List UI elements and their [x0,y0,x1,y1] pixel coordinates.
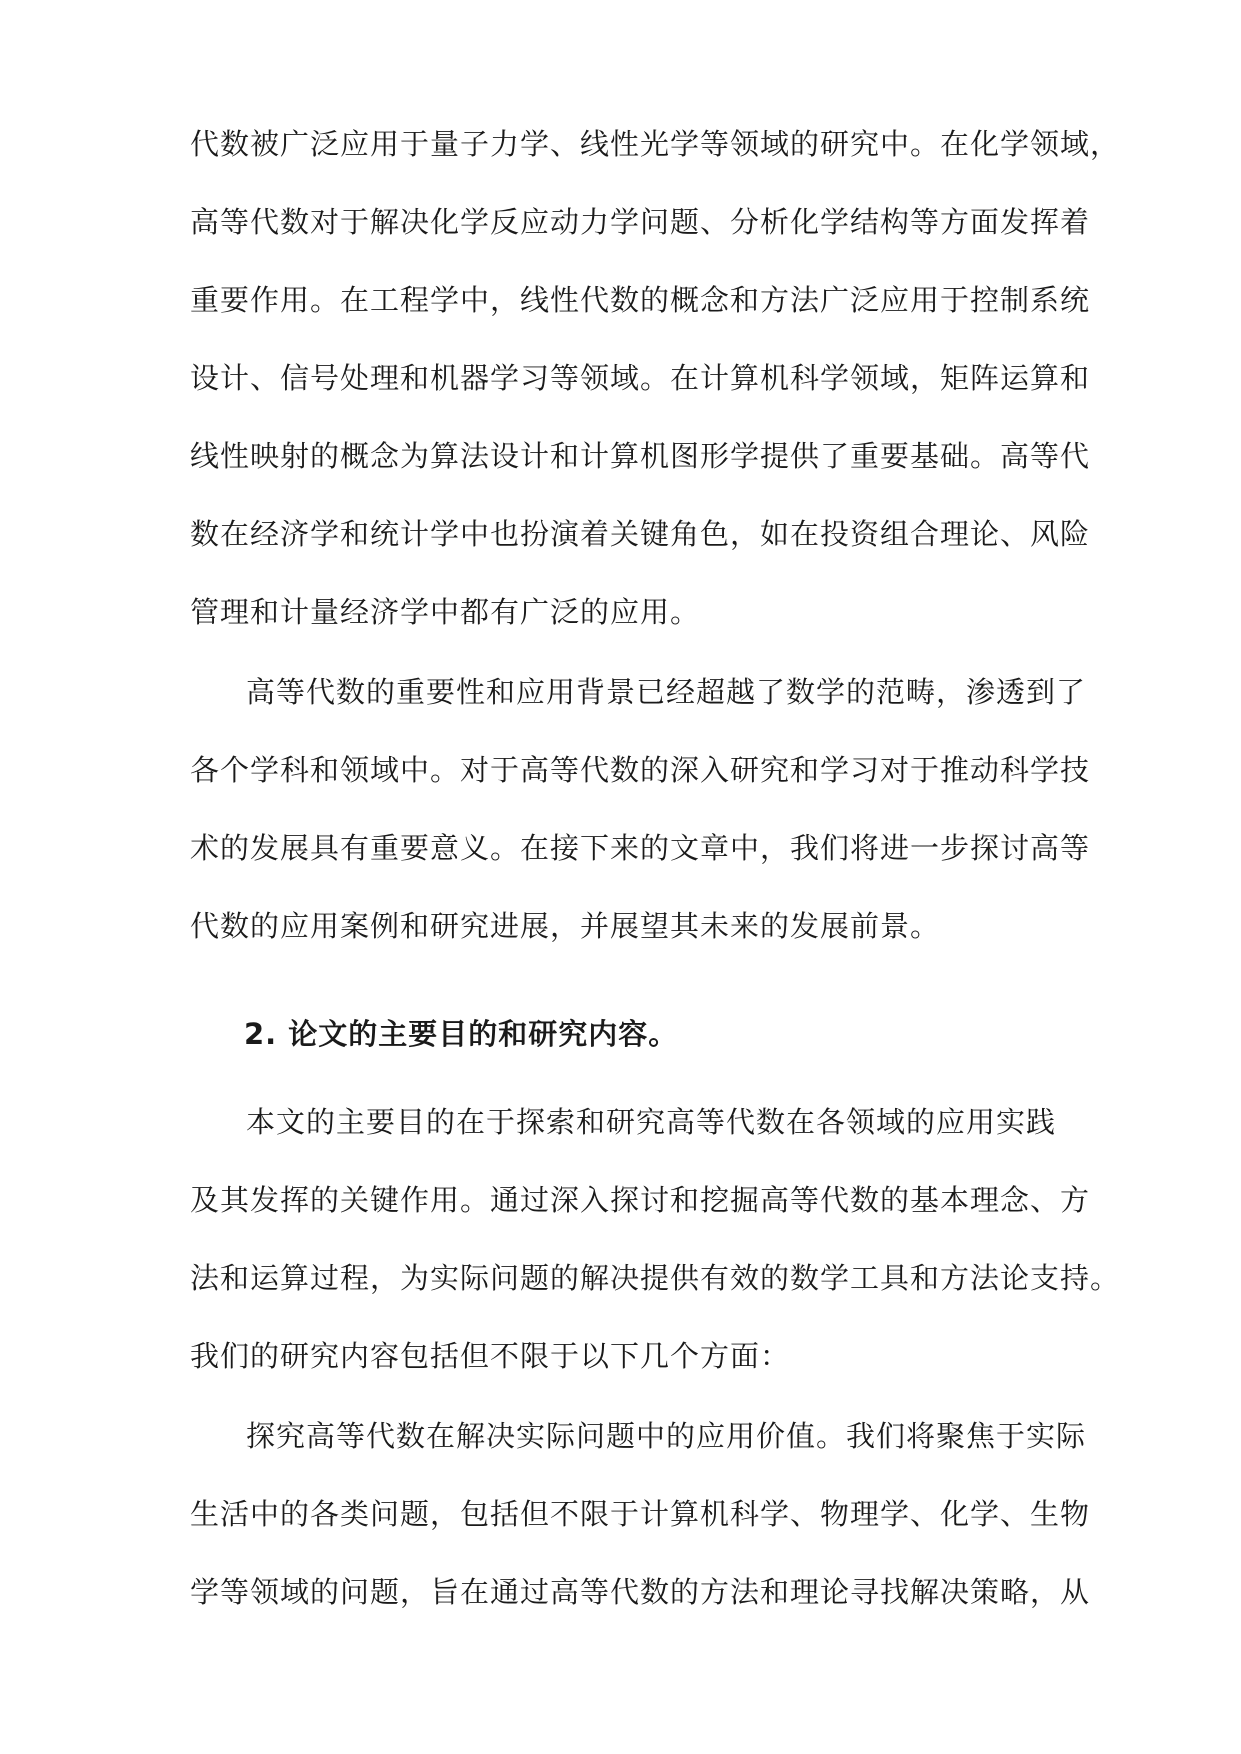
paragraph-line: 术的发展具有重要意义。在接下来的文章中，我们将进一步探讨高等 [190,831,1091,865]
paragraph-line: 设计、信号处理和机器学习等领域。在计算机科学领域，矩阵运算和 [190,361,1091,395]
paragraph-line: 探究高等代数在解决实际问题中的应用价值。我们将聚焦于实际 [246,1419,1087,1453]
paragraph-line: 法和运算过程，为实际问题的解决提供有效的数学工具和方法论支持。 [190,1261,1121,1295]
paragraph-line: 代数的应用案例和研究进展，并展望其未来的发展前景。 [190,909,941,943]
paragraph-line: 线性映射的概念为算法设计和计算机图形学提供了重要基础。高等代 [190,439,1091,473]
paragraph-line: 及其发挥的关键作用。通过深入探讨和挖掘高等代数的基本理念、方 [190,1183,1091,1217]
paragraph-line: 代数被广泛应用于量子力学、线性光学等领域的研究中。在化学领域， [190,127,1121,161]
paragraph-line: 生活中的各类问题，包括但不限于计算机科学、物理学、化学、生物 [190,1497,1091,1531]
paragraph-line: 数在经济学和统计学中也扮演着关键角色，如在投资组合理论、风险 [190,517,1091,551]
section-heading: 2. 论文的主要目的和研究内容。 [244,1017,679,1051]
paragraph-line: 重要作用。在工程学中，线性代数的概念和方法广泛应用于控制系统 [190,283,1091,317]
paragraph-line: 本文的主要目的在于探索和研究高等代数在各领域的应用实践 [246,1105,1057,1139]
paragraph-line: 高等代数的重要性和应用背景已经超越了数学的范畴，渗透到了 [246,675,1087,709]
paragraph-line: 我们的研究内容包括但不限于以下几个方面： [190,1339,791,1373]
paragraph-line: 学等领域的问题，旨在通过高等代数的方法和理论寻找解决策略，从 [190,1575,1091,1609]
paragraph-line: 管理和计量经济学中都有广泛的应用。 [190,595,701,629]
paragraph-line: 高等代数对于解决化学反应动力学问题、分析化学结构等方面发挥着 [190,205,1091,239]
paragraph-line: 各个学科和领域中。对于高等代数的深入研究和学习对于推动科学技 [190,753,1091,787]
